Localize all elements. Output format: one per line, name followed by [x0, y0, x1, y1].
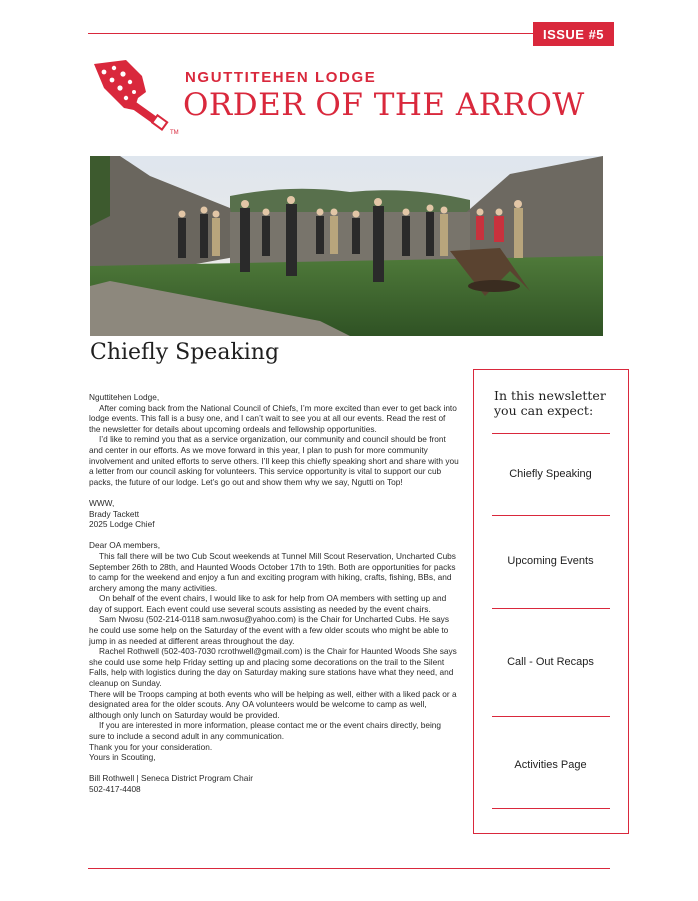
top-divider — [88, 33, 533, 34]
chiefly-letter — [89, 392, 459, 795]
sidebar-item-activities-page[interactable]: Activities Page — [514, 759, 587, 771]
paragraph: Sam Nwosu (502-214-0118 sam.nwosu@yahoo.com) is the Chair for Uncharted Cubs. He says he could use some help on the Saturday of the event with a few older scouts who might be able to jump in as needed at different areas throughout the day. — [89, 614, 449, 646]
paragraph: After coming back from the National Council of Chiefs, I’m more excited than ever to get back into lodge events. This fall is a busy one, and I can’t wait to see you at all our events. Read the rest of the newsletter for details about upcoming ordeals and fellowship opportunities. — [89, 402, 457, 434]
paragraph: If you are interested in more information, please contact me or the event chairs directly, being sure to include a second adult in any communication. — [89, 720, 442, 741]
sidebar-divider — [492, 515, 610, 516]
org-title: ORDER OF THE ARROW — [183, 87, 585, 123]
arrowhead-logo-icon — [90, 58, 182, 138]
bottom-divider — [88, 868, 610, 869]
closing: Yours in Scouting, — [89, 752, 156, 763]
event-photo — [90, 156, 603, 336]
paragraph: There will be Troops camping at both events who will be helping as well, either with a liked pack or a designated area for the older scouts. Any OA volunteers would be welcome to camp as well, although only lunch on Saturday would be provided. — [89, 688, 457, 720]
salutation: Dear OA members, — [89, 540, 161, 551]
sidebar-divider — [492, 716, 610, 717]
page-title: Chiefly Speaking — [90, 340, 280, 365]
issue-badge: ISSUE #5 — [533, 22, 614, 46]
sidebar-divider — [492, 433, 610, 434]
salutation: Nguttitehen Lodge, — [89, 392, 160, 402]
sidebar-divider — [492, 608, 610, 609]
thanks-line: Thank you for your consideration. — [89, 741, 213, 752]
sidebar-item-upcoming-events[interactable]: Upcoming Events — [507, 555, 594, 567]
sidebar-item-chiefly-speaking[interactable]: Chiefly Speaking — [509, 468, 592, 480]
sidebar-title: In this newsletter you can expect: — [494, 388, 606, 418]
phone: 502-417-4408 — [89, 783, 141, 794]
signer-title: 2025 Lodge Chief — [89, 519, 155, 530]
sidebar-divider — [492, 808, 610, 809]
signature: Bill Rothwell | Seneca District Program Chair — [89, 773, 253, 784]
sidebar-item-call-out-recaps[interactable]: Call - Out Recaps — [507, 656, 594, 668]
signer-name: Brady Tackett — [89, 508, 140, 519]
paragraph: Rachel Rothwell (502-403-7030 rcrothwell@gmail.com) is the Chair for Haunted Woods She says she could use some help Friday setting up and placing some decorations on the trail to the Silent Falls, help with logistics during the day on Saturday making sure stations have what they need, and cleanup on Sunday. — [89, 646, 457, 689]
trademark-mark: TM — [170, 130, 179, 136]
paragraph: I’d like to remind you that as a service organization, our community and council should be front and center in our efforts. As we move forward in this year, I plan to push for more community involvement and united efforts to serve others. I’ll keep this chiefly speaking short and share with you a letter from our council asking for volunteers. This service opportunity is vital to support our cub packs, the future of our lodge. Let’s go out and show them why we say, Ngutti on Top! — [89, 434, 459, 487]
lodge-name: NGUTTITEHEN LODGE — [185, 69, 377, 86]
closing: WWW, — [89, 497, 115, 508]
contents-sidebar — [473, 369, 629, 834]
paragraph: On behalf of the event chairs, I would like to ask for help from OA members with setting up and day of support. Each event could use several scouts assisting as needed by the event chairs. — [89, 593, 447, 614]
paragraph: This fall there will be two Cub Scout weekends at Tunnel Mill Scout Reservation, Uncharted Cubs September 26th to 28th, and Haunted Woods October 17th to 19th. Both are opportunities for packs to camp for the weekend and enjoy a fun and exciting program with hiking, crafts, fishing, BBs, and archery among the many activities. — [89, 550, 456, 593]
